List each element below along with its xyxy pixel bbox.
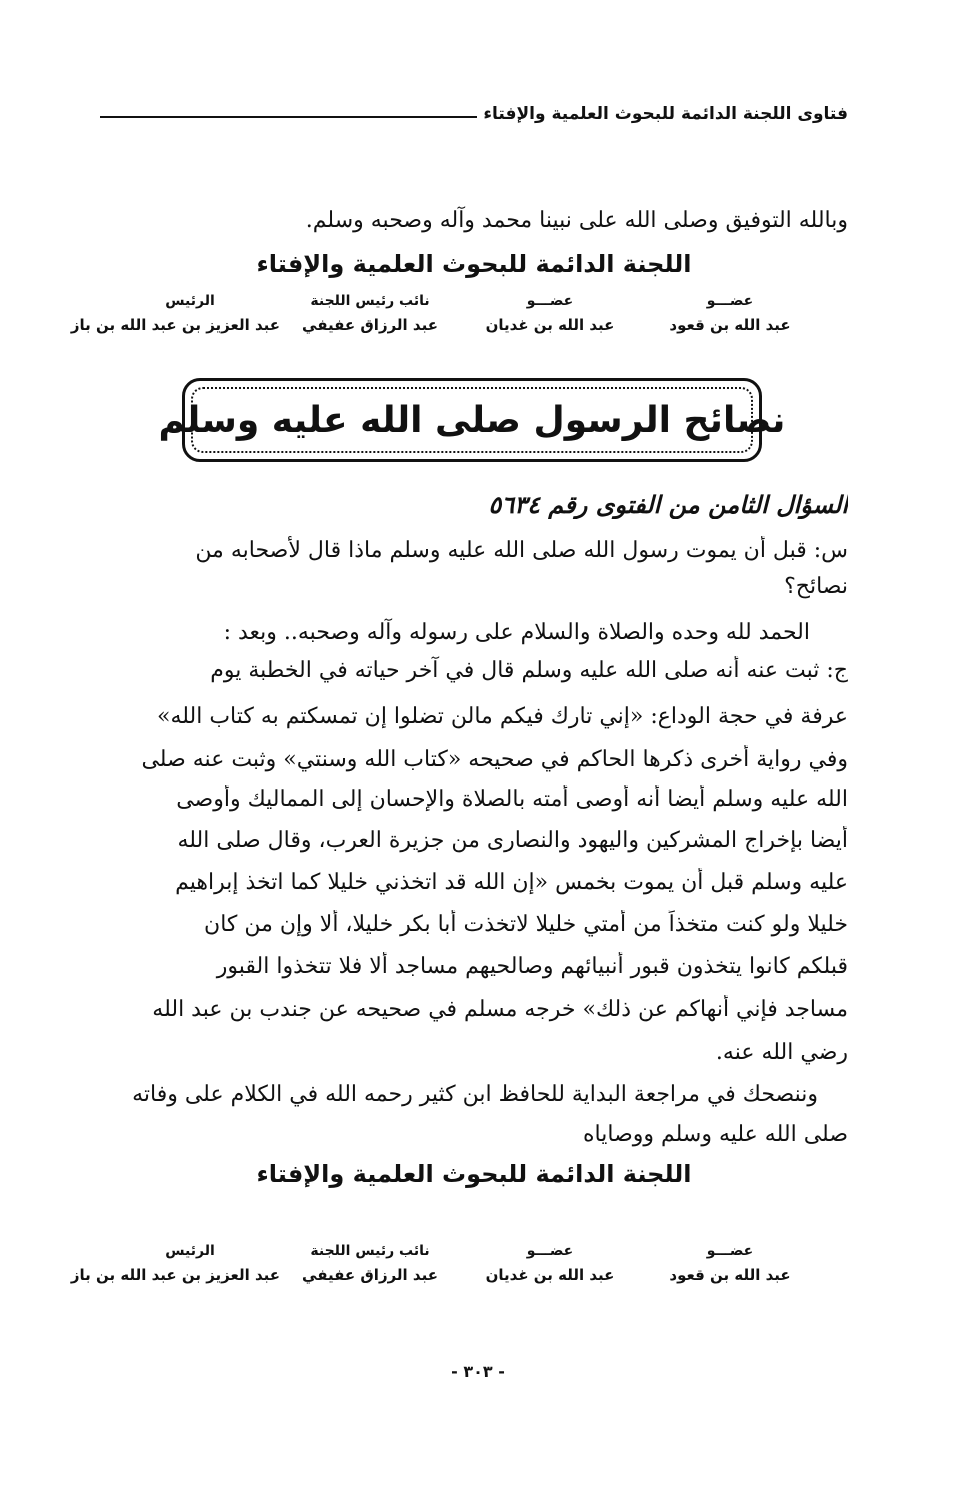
signature-name: عبد الرزاق عفيفي	[302, 1266, 438, 1284]
page-header	[100, 90, 848, 124]
intro-closing: وبالله التوفيق وصلى الله على نبينا محمد وآله وصحبه وسلم.	[305, 208, 848, 233]
signatures-top	[70, 290, 820, 338]
signature-name: عبد العزيز بن عبد الله بن باز	[70, 316, 280, 334]
signature-member-1	[640, 1240, 820, 1288]
body-line: قبلكم كانوا يتخذون قبور أنبيائهم وصالحيهم مساجد ألا فلا تتخذوا القبور	[216, 954, 848, 979]
body-line: الله عليه وسلم أيضا أنه أوصى أمته بالصلاة والإحسان إلى المماليك وأوصى	[176, 787, 848, 812]
signature-role: نائب رئيس اللجنة	[310, 293, 430, 309]
committee-name: اللجنة الدائمة للبحوث العلمية والإفتاء	[256, 250, 692, 278]
signature-name: عبد العزيز بن عبد الله بن باز	[70, 1266, 280, 1284]
signature-name: عبد الله بن غديان	[485, 1266, 615, 1284]
signature-member-2	[460, 290, 640, 338]
signature-member-2	[460, 1240, 640, 1288]
body-line: وفي رواية أخرى ذكرها الحاكم في صحيحه «كتاب الله وسنتي» وثبت عنه صلى	[141, 747, 848, 772]
page-number: - ٣٠٣ -	[451, 1362, 505, 1381]
body-line: عليه وسلم قبل أن يموت بخمس «إن الله قد اتخذني خليلا كما اتخذ إبراهيم	[175, 870, 848, 895]
signature-name: عبد الرزاق عفيفي	[302, 316, 438, 334]
signature-role: الرئيس	[165, 293, 215, 309]
body-line: رضي الله عنه.	[715, 1040, 848, 1065]
signature-name: عبد الله بن غديان	[485, 316, 615, 334]
signature-member-1	[640, 290, 820, 338]
body-line: مساجد فإني أنهاكم عن ذلك» خرجه مسلم في صحيحه عن جندب بن عبد الله	[152, 997, 848, 1022]
signature-role: عضـــو	[706, 1243, 754, 1259]
signature-role: الرئيس	[165, 1243, 215, 1259]
signature-role: عضـــو	[526, 1243, 574, 1259]
signature-role: نائب رئيس اللجنة	[310, 1243, 430, 1259]
question-title: السؤال الثامن من الفتوى رقم ٥٦٣٤	[488, 490, 848, 519]
signature-name: عبد الله بن قعود	[669, 1266, 791, 1284]
body-line: ج: ثبت عنه أنه صلى الله عليه وسلم قال في آخر حياته في الخطبة يوم	[210, 658, 848, 683]
section-title-box	[158, 378, 786, 462]
body-line: نصائح؟	[784, 574, 848, 599]
signature-vice-chair	[280, 290, 460, 338]
body-line: عرفة في حجة الوداع: «إني تارك فيكم مالن تضلوا إن تمسكتم به كتاب الله»	[157, 704, 848, 729]
header-rule	[100, 116, 477, 118]
title-box-border	[191, 387, 753, 453]
body-line: صلى الله عليه وسلم ووصاياه	[583, 1122, 848, 1147]
signature-vice-chair	[280, 1240, 460, 1288]
body-line: وننصحك في مراجعة البداية للحافظ ابن كثير رحمه الله في الكلام على وفاته	[132, 1082, 818, 1107]
body-line: س: قبل أن يموت رسول الله صلى الله عليه وسلم ماذا قال لأصحابه من	[195, 538, 848, 563]
signature-chair	[70, 290, 280, 338]
signatures-bottom	[70, 1240, 820, 1288]
signature-role: عضـــو	[706, 293, 754, 309]
section-title: نصائح الرسول صلى الله عليه وسلم	[158, 399, 786, 441]
header-title: فتاوى اللجنة الدائمة للبحوث العلمية والإفتاء	[483, 104, 848, 124]
signature-role: عضـــو	[526, 293, 574, 309]
committee-name-bottom: اللجنة الدائمة للبحوث العلمية والإفتاء	[256, 1160, 692, 1188]
body-line: خليلا ولو كنت متخذاً من أمتي خليلا لاتخذت أبا بكر خليلا، ألا وإن من كان	[204, 912, 848, 937]
body-line: أيضا بإخراج المشركين واليهود والنصارى من جزيرة العرب، وقال صلى الله	[177, 828, 848, 853]
signature-chair	[70, 1240, 280, 1288]
body-line: الحمد لله وحده والصلاة والسلام على رسوله وآله وصحبه.. وبعد :	[223, 620, 810, 645]
signature-name: عبد الله بن قعود	[669, 316, 791, 334]
